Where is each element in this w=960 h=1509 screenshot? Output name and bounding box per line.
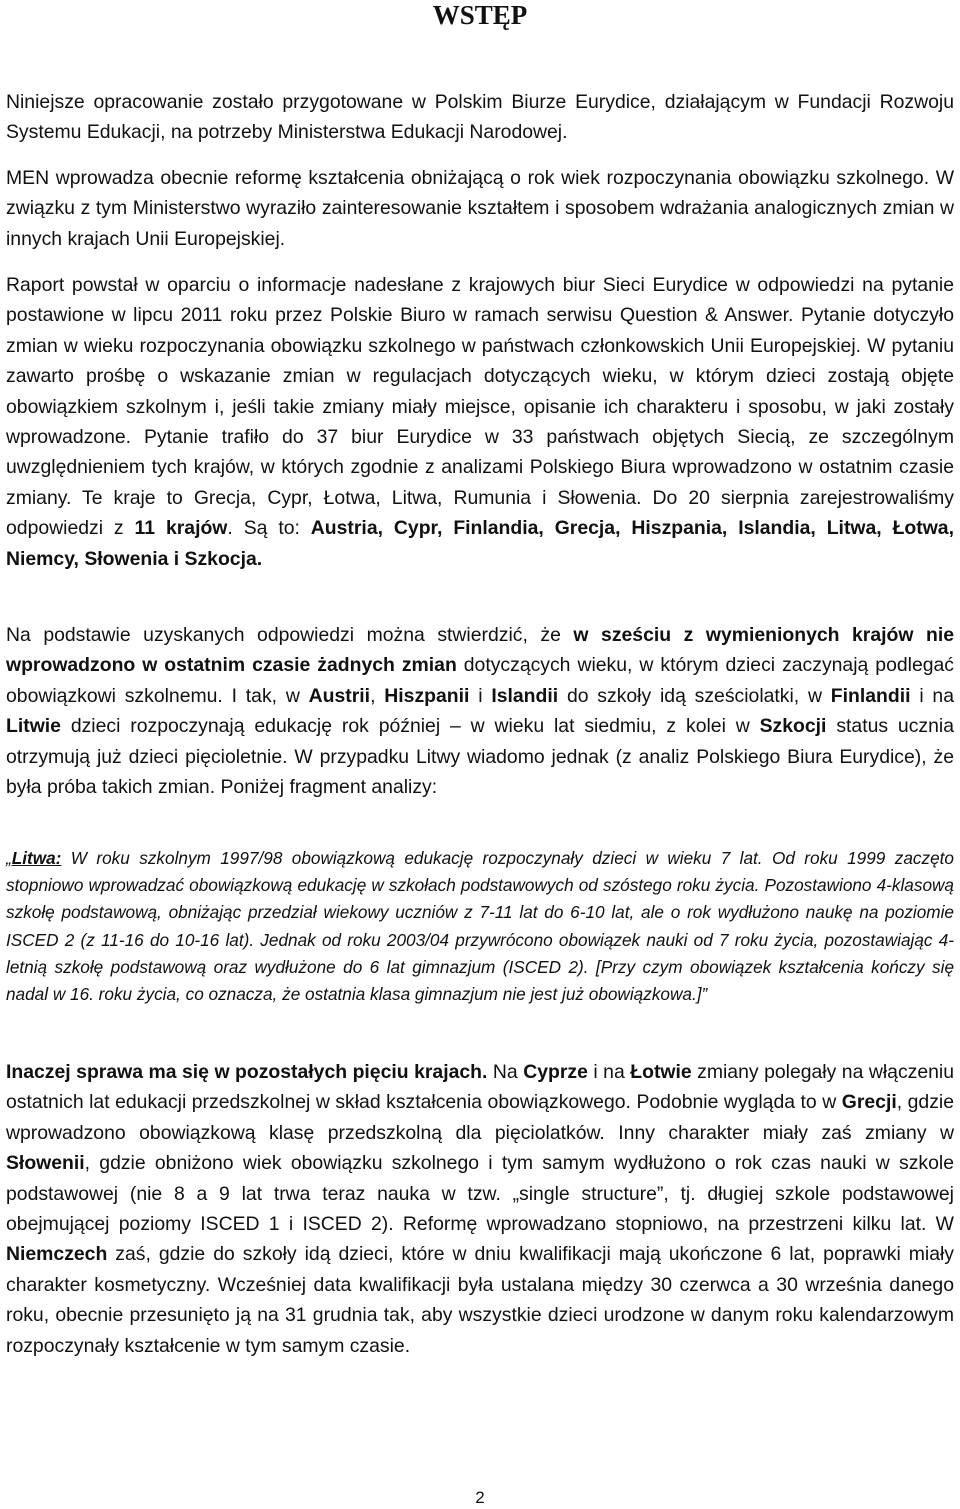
paragraph-text: status ucznia otrzymują już dzieci pięcioletnie. W przypadku Litwy wiadomo jednak (z analiz Polskiego Biura Eurydice), że była próba takich zmian. Poniżej fragment analizy: <box>6 715 954 799</box>
bold-text: Łotwie <box>630 1061 692 1083</box>
page-number: 2 <box>475 1488 485 1507</box>
bold-text: Inaczej sprawa ma się w pozostałych pięciu krajach. <box>6 1061 488 1083</box>
paragraph-text: dotyczących wieku, w którym dzieci zaczynają podlegać obowiązkowi szkolnemu. I tak, w <box>6 654 954 707</box>
paragraph-text: , <box>370 684 385 707</box>
bold-text: Niemczech <box>6 1243 108 1266</box>
quote-text: W roku szkolnym 1997/98 obowiązkową edukację rozpoczynały dzieci w wieku 7 lat. Od roku 1999 zaczęto stopniowo wprowadzać obowiązkową edukację w szkołach podstawowych od szóstego roku życia. Pozostawiono 4-klasową szkołę podstawową, obniżając przedział wiekowy uczniów z 7-11 lat do 6-10 lat, ale o rok wydłużono naukę na poziomie ISCED 2 (z 11-16 do 10-16 lat). Jednak od roku 2003/04 przywrócono obowiązek nauki od 7 roku życia, pozostawiając 4-letnią szkołę podstawową oraz wydłużone do 6 lat gimnazjum (ISCED 2). [Przy czym obowiązek kształcenia kończy się nadal w 16. roku życia, co oznacza, że ostatnia klasa gimnazjum nie jest już obowiązkowa.]” <box>6 848 954 1005</box>
paragraph-text: Raport powstał w oparciu o informacje nadesłane z krajowych biur Sieci Eurydice w odpowiedzi na pytanie postawione w lipcu 2011 roku przez Polskie Biuro w ramach serwisu Question & Answer. Pytanie dotyczyło zmian w wieku rozpoczynania obowiązku szkolnego w państwach członkowskich Unii Europejskiej. W pytaniu zawarto prośbę o wskazanie zmian w regulacjach dotyczących wieku, w którym dzieci zostają objęte obowiązkiem szkolnym i, jeśli takie zmiany miały miejsce, opisanie ich charakteru i sposobu, w jaki zostały wprowadzone. Pytanie trafiło do 37 biur Eurydice w 33 państwach objętych Siecią, ze szczególnym uwzględnieniem tych krajów, w których zgodnie z analizami Polskiego Biura wprowadzono w ostatnim czasie zmiany. Te kraje to Grecja, Cypr, Łotwa, Litwa, Rumunia i Słowenia. Do 20 sierpnia zarejestrowaliśmy odpowiedzi z <box>6 274 954 540</box>
paragraph-text: . Są to: <box>227 517 311 540</box>
paragraph-text: zmiany polegały na włączeniu ostatnich lat edukacji przedszkolnej w skład kształcenia obowiązkowego. Podobnie wygląda to w <box>6 1061 955 1114</box>
paragraph-text: Na podstawie uzyskanych odpowiedzi można stwierdzić, że <box>6 624 574 646</box>
paragraph-findings <box>6 620 954 802</box>
bold-text: Grecji <box>841 1091 897 1114</box>
bold-text: Austria, Cypr, Finlandia, Grecja, Hiszpania, Islandia, Litwa, Łotwa, Niemcy, Słowenia i Szkocja. <box>6 517 954 570</box>
paragraph-other-countries <box>6 1057 954 1361</box>
paragraph-text: i na <box>587 1061 631 1083</box>
paragraph-text: dzieci rozpoczynają edukację rok później – w wieku lat siedmiu, z kolei w <box>60 715 760 738</box>
paragraph-text: i <box>469 684 492 707</box>
paragraph-reform <box>6 163 954 254</box>
paragraph-text: Na <box>487 1061 524 1083</box>
quote-lithuania <box>6 845 954 1008</box>
paragraph-text: , gdzie wprowadzono obowiązkową klasę przedszkolną dla pięciolatków. Inny charakter miały zaś zmiany w <box>6 1091 954 1144</box>
bold-text: Szkocji <box>759 715 827 738</box>
paragraph-text: zaś, gdzie do szkoły idą dzieci, które w dniu kwalifikacji mają ukończone 6 lat, poprawki miały charakter kosmetyczny. Wcześniej data kwalifikacji była ustalana między 30 czerwca a 30 września danego roku, obecnie przesunięto ją na 31 grudnia tak, aby wszystkie dzieci urodzone w danym roku kalendarzowym rozpoczynały kształcenie w tym samym czasie. <box>6 1243 954 1357</box>
paragraph-text: MEN wprowadza obecnie reformę kształcenia obniżającą o rok wiek rozpoczynania obowiązku szkolnego. W związku z tym Ministerstwo wyraziło zainteresowanie kształtem i sposobem wdrażania analogicznych zmian w innych krajach Unii Europejskiej. <box>6 167 954 250</box>
paragraph-intro <box>6 87 954 148</box>
quote-country-label: Litwa: <box>11 848 62 868</box>
paragraph-text: i na <box>910 684 954 707</box>
bold-text: Słowenii <box>6 1152 85 1175</box>
bold-text: Finlandii <box>830 684 911 707</box>
bold-text: Islandii <box>491 684 559 707</box>
page-title: WSTĘP <box>432 0 528 30</box>
paragraph-report <box>6 270 954 574</box>
paragraph-text: Niniejsze opracowanie zostało przygotowane w Polskim Biurze Eurydice, działającym w Fundacji Rozwoju Systemu Edukacji, na potrzeby Ministerstwa Edukacji Narodowej. <box>6 91 954 144</box>
bold-text: Cyprze <box>523 1061 588 1083</box>
bold-text: 11 krajów <box>134 517 228 540</box>
quote-open-mark: „ <box>6 848 12 868</box>
paragraph-text: do szkoły idą sześciolatki, w <box>558 684 831 707</box>
paragraph-text: , gdzie obniżono wiek obowiązku szkolnego i tym samym wydłużono o rok czas nauki w szkole podstawowej (nie 8 a 9 lat trwa teraz nauka w tzw. „single structure”, tj. długiej szkole podstawowej obejmującej poziomy ISCED 1 i ISCED 2). Reformę wprowadzano stopniowo, na przestrzeni kilku lat. W <box>6 1152 954 1236</box>
bold-text: Hiszpanii <box>384 684 470 707</box>
bold-text: Austrii <box>308 684 371 707</box>
bold-text: w sześciu z wymienionych krajów nie wprowadzono w ostatnim czasie żadnych zmian <box>6 624 955 677</box>
bold-text: Litwie <box>6 715 61 738</box>
